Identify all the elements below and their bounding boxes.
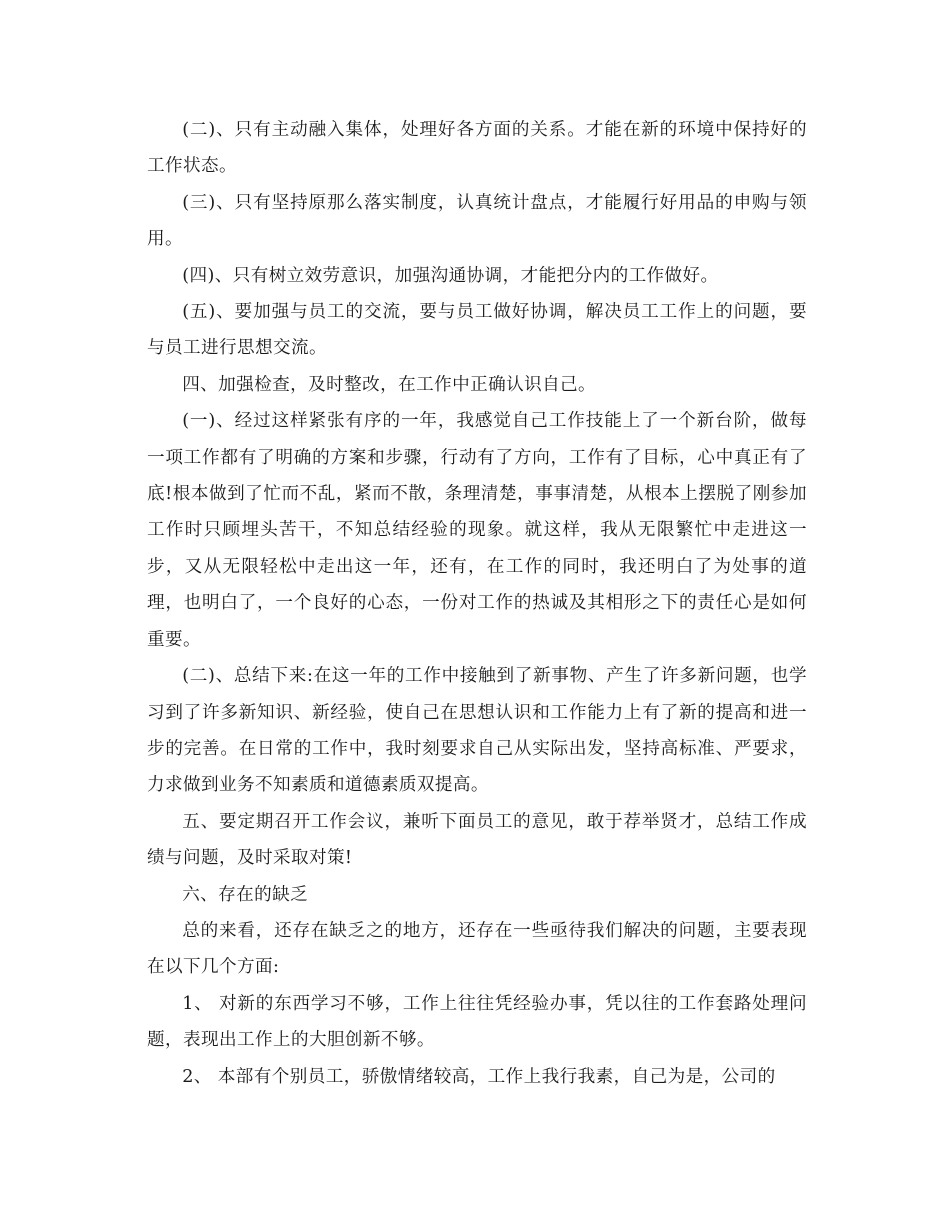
paragraph-3-implement-system: (三)、只有坚持原那么落实制度，认真统计盘点，才能履行好用品的申购与领用。 <box>147 192 807 250</box>
paragraph-1-busy-year: (一)、经过这样紧张有序的一年，我感觉自己工作技能上了一个新台阶，做每一项工作都有了明确的方案和步骤，行动有了方向，工作有了目标，心中真正有了底!根本做到了忙而不乱，紧而不散，条理清楚，事事清楚，从根本上摆脱了刚参加工作时只顾埋头苦干，不知总结经验的现象。就这样，我从无限繁忙中走进这一步，又从无限轻松中走出这一年，还有，在工作的同时，我还明白了为处事的道理，也明白了，一个良好的心态，一份对工作的热诚及其相形之下的责任心是如何重要。 <box>147 411 807 650</box>
list-item-1-learning: 1、 对新的东西学习不够，工作上往往凭经验办事，凭以往的工作套路处理问题，表现出工作上的大胆创新不够。 <box>147 993 807 1051</box>
list-item-2-staff-attitude: 2、 本部有个别员工，骄傲情绪较高，工作上我行我素，自己为是，公司的 <box>182 1066 776 1087</box>
paragraph-4-service-awareness: (四)、只有树立效劳意识，加强沟通协调，才能把分内的工作做好。 <box>182 265 719 286</box>
paragraph-5-staff-communication: (五)、要加强与员工的交流，要与员工做好协调，解决员工工作上的问题，要与员工进行思想交流。 <box>147 302 807 359</box>
section-heading-four-inspection: 四、加强检查，及时整改，在工作中正确认识自己。 <box>182 374 597 395</box>
paragraph-2-integrate-collective: (二)、只有主动融入集体，处理好各方面的关系。才能在新的环境中保持好的工作状态。 <box>147 120 807 177</box>
document-body <box>147 112 807 1095</box>
paragraph-2-summary: (二)、总结下来:在这一年的工作中接触到了新事物、产生了许多新问题，也学习到了许多新知识、新经验，使自己在思想认识和工作能力上有了新的提高和进一步的完善。在日常的工作中，我时刻要求自己从实际出发，坚持高标准、严要求，力求做到业务不知素质和道德素质双提高。 <box>147 666 807 796</box>
section-heading-six-shortcomings: 六、存在的缺乏 <box>182 884 309 905</box>
paragraph-overview: 总的来看，还存在缺乏之的地方，还存在一些亟待我们解决的问题，主要表现在以下几个方面: <box>147 920 807 978</box>
section-heading-five-meetings: 五、要定期召开工作会议，兼听下面员工的意见，敢于荐举贤才，总结工作成绩与问题，及时采取对策! <box>147 811 807 869</box>
